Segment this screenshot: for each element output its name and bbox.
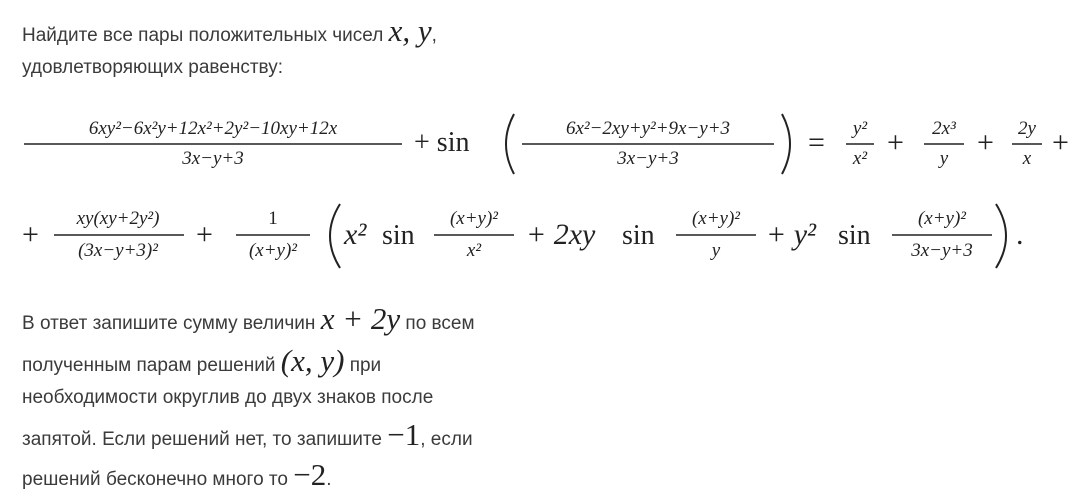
intro-line-2: [22, 55, 283, 81]
answer-line-3: [22, 385, 433, 411]
sin-b: sin: [622, 220, 655, 251]
left-paren: [506, 114, 514, 174]
answer-line-4: [22, 417, 473, 453]
answer-line-1: [22, 301, 475, 337]
frac2-numerator: 6x²−2xy+y²+9x−y+3: [565, 118, 731, 139]
equals-sign: =: [808, 126, 825, 159]
answer-text-1: В ответ запишите сумму величин: [22, 313, 316, 334]
b-coef: + 2xy: [526, 218, 596, 251]
answer-tail-2: при: [349, 355, 382, 376]
term3-den: x: [1022, 148, 1032, 169]
intro-vars: x, y: [388, 13, 432, 48]
c-den: 3x−y+3: [911, 240, 973, 261]
c-coef: + y²: [766, 218, 817, 251]
c-num: (x+y)²: [917, 208, 967, 229]
answer-text-4: запятой. Если решений нет, то запишите: [22, 429, 382, 450]
sin-c: sin: [838, 220, 871, 251]
answer-math-4: −1: [387, 417, 421, 452]
plus-2: +: [977, 126, 994, 159]
big-left-paren: [330, 204, 340, 268]
term2-den: y: [939, 148, 949, 169]
frac2-denominator: 3x−y+3: [617, 148, 679, 169]
trail-plus: +: [1052, 126, 1069, 159]
f2-num: 1: [268, 208, 278, 229]
f1-num: xy(xy+2y²): [76, 208, 160, 229]
intro-text: Найдите все пары положительных чисел: [22, 25, 384, 46]
b-den: y: [711, 240, 721, 261]
sin-a: sin: [382, 220, 415, 251]
answer-math-5: −2: [293, 457, 327, 492]
a-num: (x+y)²: [449, 208, 499, 229]
intro-text-2: удовлетворяющих равенству:: [22, 57, 283, 78]
b-num: (x+y)²: [691, 208, 741, 229]
answer-line-2: [22, 343, 382, 379]
a-den: x²: [466, 240, 482, 261]
answer-math-1: x + 2y: [320, 301, 401, 336]
answer-tail-5: .: [326, 469, 332, 490]
a-coef: x²: [344, 218, 367, 251]
intro-line-1: [22, 13, 437, 49]
lead-plus: +: [22, 218, 39, 251]
frac1-numerator: 6xy²−6x²y+12x²+2y²−10xy+12x: [88, 118, 338, 139]
term1-den: x²: [852, 148, 868, 169]
plus-sin: + sin: [414, 127, 470, 158]
f2-den: (x+y)²: [248, 240, 298, 261]
term1-num: y²: [852, 118, 868, 139]
answer-line-5: [22, 457, 332, 493]
answer-text-5: решений бесконечно много то: [22, 469, 288, 490]
big-right-paren: [996, 204, 1006, 268]
term3-num: 2y: [1018, 118, 1036, 139]
answer-text-3: необходимости округлив до двух знаков после: [22, 387, 434, 408]
answer-text-2: полученным парам решений: [22, 355, 276, 376]
answer-tail-4: , если: [420, 429, 473, 450]
frac1-denominator: 3x−y+3: [182, 148, 244, 169]
equation-row-2: [0, 192, 1080, 272]
end-period: .: [1016, 218, 1024, 251]
right-paren: [782, 114, 790, 174]
equation-row-1: [0, 100, 1080, 180]
plus-1: +: [887, 126, 904, 159]
f1-den: (3x−y+3)²: [78, 240, 158, 261]
plus-3: +: [196, 218, 213, 251]
term2-num: 2x³: [932, 118, 956, 139]
answer-tail-1: по всем: [405, 313, 475, 334]
answer-math-2: (x, y): [280, 343, 345, 378]
intro-comma: ,: [431, 25, 437, 46]
